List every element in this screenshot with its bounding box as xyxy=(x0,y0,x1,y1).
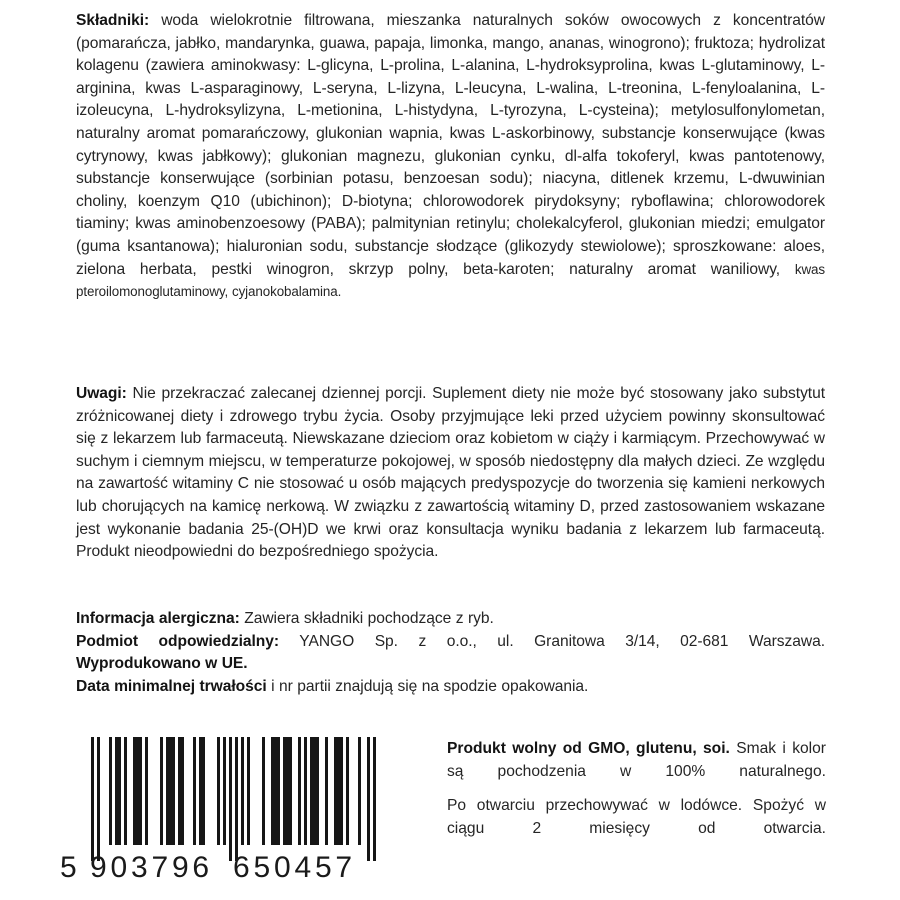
barcode-digits-right: 650457 xyxy=(233,851,356,884)
warnings-heading: Uwagi: xyxy=(76,385,127,402)
barcode-bar xyxy=(223,737,226,845)
barcode xyxy=(60,737,390,887)
barcode-bar xyxy=(346,737,349,845)
entity-line xyxy=(76,631,825,654)
notes-section xyxy=(447,738,826,840)
barcode-guard-bar xyxy=(91,737,94,861)
barcode-bar xyxy=(262,737,265,845)
barcode-bar xyxy=(247,737,250,845)
barcode-guard-bar xyxy=(97,737,100,861)
barcode-bar xyxy=(193,737,196,845)
date-text: i nr partii znajdują się na spodzie opakowania. xyxy=(271,677,589,695)
barcode-bar xyxy=(241,737,244,845)
barcode-bar xyxy=(310,737,319,845)
barcode-bar xyxy=(334,737,343,845)
barcode-guard-bar xyxy=(229,737,232,861)
date-line xyxy=(76,676,825,699)
entity-text: YANGO Sp. z o.o., ul. Granitowa 3/14, 02-681 Warszawa. xyxy=(299,632,825,650)
gmo-text: Smak i kolor są pochodzenia w 100% naturalnego. xyxy=(447,740,826,780)
gmo-note xyxy=(447,738,826,783)
barcode-bar xyxy=(109,737,112,845)
barcode-guard-bar xyxy=(373,737,376,861)
allergy-heading: Informacja alergiczna: xyxy=(76,610,240,627)
ingredients-text: woda wielokrotnie filtrowana, mieszanka naturalnych soków owocowych z koncentratów (pomarańcza, jabłko, mandarynka, guawa, papaja, limonka, mango, ananas, winogrono); fruktoza; hydrolizat kolagenu (zawiera aminokwasy: L-glicyna, L-prolina, L-alanina, L-hydroksyprolina, kwas L-glutaminowy, L-arginina, kwas L-asparaginowy, L-seryna, L-lizyna, L-leucyna, L-walina, L-treonina, L-fenyloalanina, L-izoleucyna, L-hydroksylizyna, L-metionina, L-histydyna, L-tyrozyna, L-cysteina); metylosulfonylometan, naturalny aromat pomarańczowy, glukonian wapnia, kwas L-askorbinowy, substancje konserwujące (kwas cytrynowy, kwas jabłkowy); glukonian magnezu, glukonian cynku, dl-alfa tokoferyl, kwas pantotenowy, substancje konserwujące (sorbinian potasu, benzoesan sodu); niacyna, ditlenek krzemu, L-dwuwinian choliny, koenzym Q10 (ubichinon); D-biotyna; chlorowodorek pirydoksyny; ryboflawina; chlorowodorek tiaminy; kwas aminobenzoesowy (PABA); palmitynian retinylu; cholekalcyferol, glukonian miedzi; emulgator (guma ksantanowa); hialuronian sodu, substancje słodzące (glikozydy stewiolowe); sproszkowane: aloes, zielona herbata, pestki winogron, skrzyp polny, beta-karoten; naturalny aromat waniliowy, xyxy=(76,12,825,278)
barcode-guard-bar xyxy=(235,737,238,861)
barcode-bar xyxy=(133,737,142,845)
barcode-bar xyxy=(325,737,328,845)
made-in-line xyxy=(76,653,825,676)
barcode-bar xyxy=(166,737,175,845)
barcode-bar xyxy=(178,737,184,845)
barcode-bar xyxy=(124,737,127,845)
barcode-digits-left: 903796 xyxy=(90,851,213,884)
barcode-bar xyxy=(283,737,292,845)
barcode-guard-bar xyxy=(367,737,370,861)
barcode-bar xyxy=(160,737,163,845)
allergy-line xyxy=(76,608,825,631)
barcode-bar xyxy=(358,737,361,845)
barcode-bar xyxy=(271,737,280,845)
barcode-bar xyxy=(304,737,307,845)
storage-text: Po otwarciu przechowywać w lodówce. Spożyć w ciągu 2 miesięcy od otwarcia. xyxy=(447,797,826,837)
allergy-text: Zawiera składniki pochodzące z ryb. xyxy=(244,610,494,627)
date-heading: Data minimalnej trwałości xyxy=(76,677,267,695)
barcode-bar xyxy=(199,737,205,845)
barcode-digit-first: 5 xyxy=(60,851,77,884)
barcode-bar xyxy=(217,737,220,845)
barcode-bar xyxy=(115,737,121,845)
ingredients-section xyxy=(76,10,825,304)
warnings-section xyxy=(76,383,825,564)
ingredients-tail: kwas pteroilomonoglutaminowy, cyjanokobalamina. xyxy=(76,261,825,300)
made-in-text: Wyprodukowano w UE. xyxy=(76,655,248,673)
storage-note xyxy=(447,795,826,840)
barcode-bar xyxy=(298,737,301,845)
barcode-bar xyxy=(145,737,148,845)
ingredients-heading: Składniki: xyxy=(76,12,150,29)
warnings-text: Nie przekraczać zalecanej dziennej porcji. Suplement diety nie może być stosowany jako substytut zróżnicowanej diety i zdrowego trybu życia. Osoby przyjmujące leki przed użyciem powinny skonsultować się z lekarzem lub farmaceutą. Niewskazane dzieciom oraz kobietom w ciąży i karmiącym. Przechowywać w suchym i ciemnym miejscu, w temperaturze pokojowej, w sposób niedostępny dla małych dzieci. Ze względu na zawartość witaminy C nie stosować u osób mających predyspozycje do tworzenia się kamieni nerkowych lub chorujących na kamicę nerkową. W związku z zawartością witaminy D, przed zastosowaniem wskazane jest wykonanie badania 25-(OH)D we krwi oraz konsultacja wyniku badania z lekarzem lub farmaceutą. Produkt nieodpowiedni do bezpośredniego spożycia. xyxy=(76,385,825,561)
gmo-heading: Produkt wolny od GMO, glutenu, soi. xyxy=(447,740,730,757)
entity-heading: Podmiot odpowiedzialny: xyxy=(76,632,280,650)
info-section xyxy=(76,608,825,698)
